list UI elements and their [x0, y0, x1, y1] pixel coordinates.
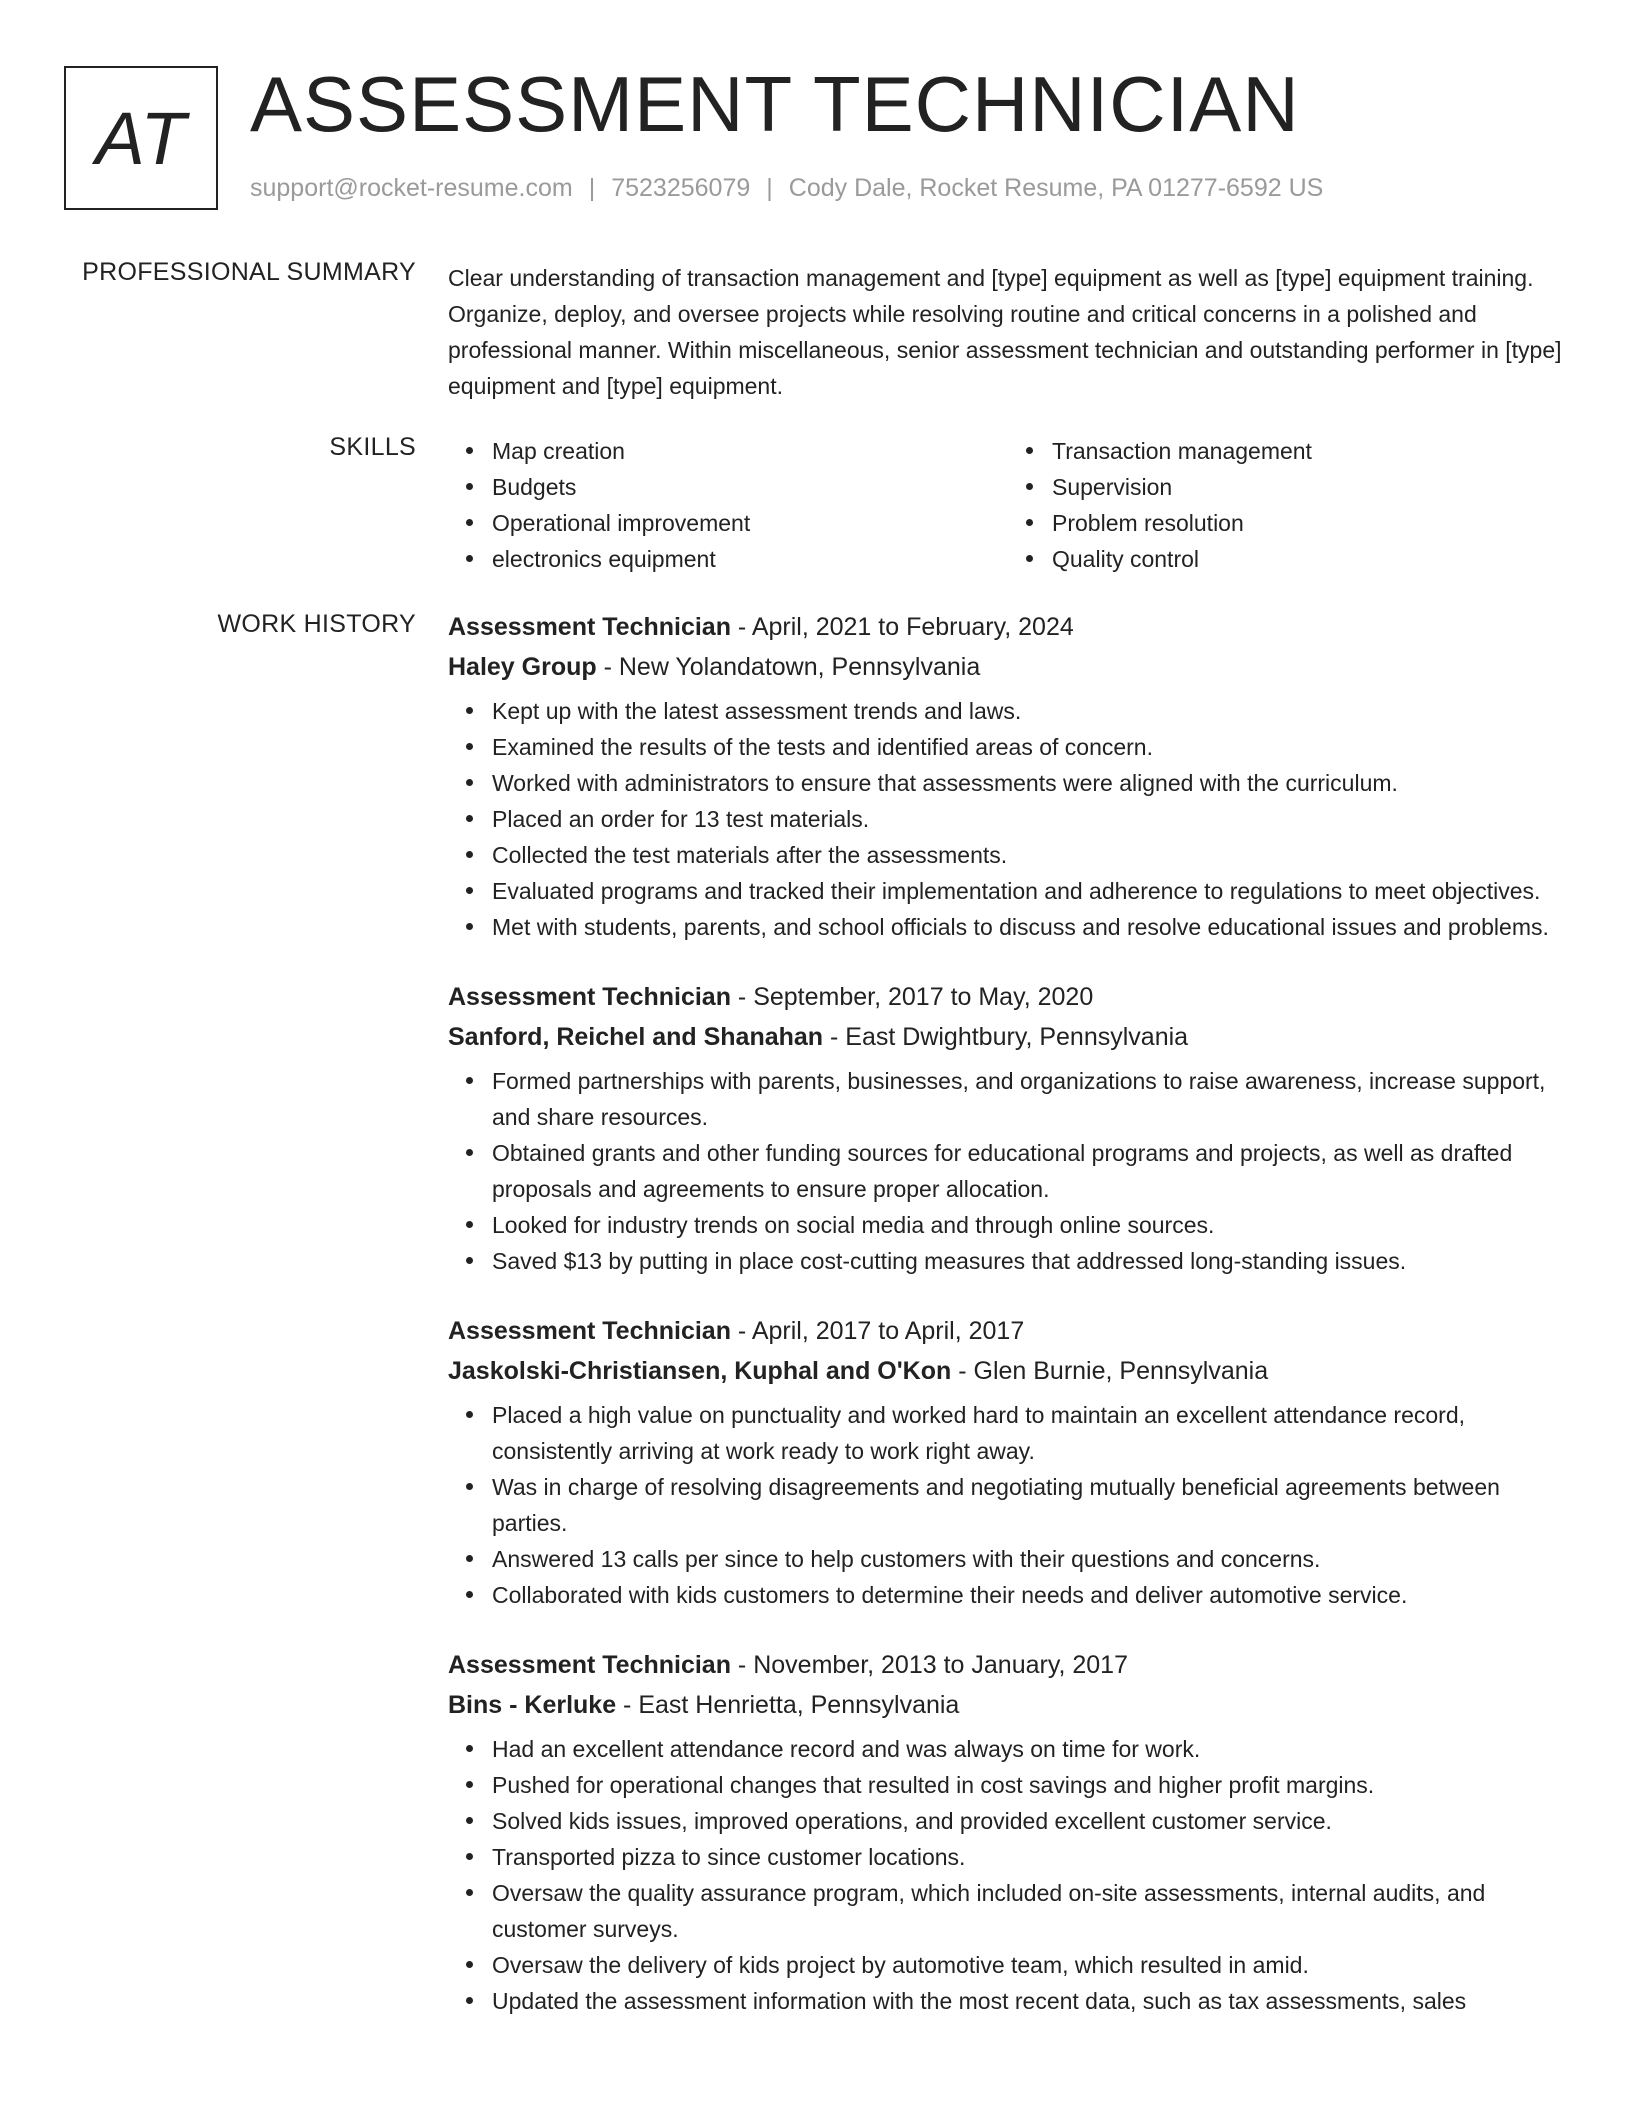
job-bullet: Formed partnerships with parents, businesses, and organizations to raise awareness, increase support, and share resources.	[492, 1063, 1568, 1135]
job-location: - East Dwightbury, Pennsylvania	[823, 1023, 1189, 1051]
resume-header	[64, 60, 1564, 216]
skill-item: Budgets	[492, 469, 1008, 505]
job-bullets	[448, 693, 1568, 945]
job-company: Bins - Kerluke	[448, 1691, 617, 1719]
job-bullets	[448, 1397, 1568, 1613]
job-company-line	[448, 647, 1568, 687]
job-bullet: Collaborated with kids customers to determine their needs and deliver automotive service.	[492, 1577, 1568, 1613]
job-bullets	[448, 1063, 1568, 1279]
summary-heading: PROFESSIONAL SUMMARY	[82, 258, 416, 286]
skill-item: Quality control	[1052, 541, 1568, 577]
skills-heading: SKILLS	[329, 433, 416, 461]
job-title-line	[448, 977, 1568, 1017]
job-dates: - November, 2013 to January, 2017	[730, 1651, 1128, 1679]
job-dates: - April, 2017 to April, 2017	[730, 1317, 1025, 1345]
job-company-line	[448, 1685, 1568, 1725]
job-company-line	[448, 1351, 1568, 1391]
job-bullet: Evaluated programs and tracked their implementation and adherence to regulations to meet objectives.	[492, 873, 1568, 909]
job-bullet: Transported pizza to since customer locations.	[492, 1839, 1568, 1875]
job-bullet: Was in charge of resolving disagreements and negotiating mutually beneficial agreements between parties.	[492, 1469, 1568, 1541]
skill-item: Problem resolution	[1052, 505, 1568, 541]
job-title: Assessment Technician	[448, 613, 731, 641]
job-bullet: Oversaw the quality assurance program, which included on-site assessments, internal audits, and customer surveys.	[492, 1875, 1568, 1947]
job-location: - Glen Burnie, Pennsylvania	[951, 1357, 1269, 1385]
job-title-line	[448, 607, 1568, 647]
skill-item: Map creation	[492, 433, 1008, 469]
job-company: Jaskolski-Christiansen, Kuphal and O'Kon	[448, 1357, 952, 1385]
job-title-line	[448, 1311, 1568, 1351]
job-bullet: Worked with administrators to ensure that assessments were aligned with the curriculum.	[492, 765, 1568, 801]
work-history-heading: WORK HISTORY	[217, 610, 416, 638]
skill-item: Operational improvement	[492, 505, 1008, 541]
contact-address: Cody Dale, Rocket Resume, PA 01277-6592 US	[788, 174, 1324, 202]
contact-phone: 7523256079	[611, 174, 751, 202]
contact-separator: |	[766, 174, 773, 202]
job-entry	[448, 977, 1568, 1279]
job-bullet: Collected the test materials after the assessments.	[492, 837, 1568, 873]
contact-separator: |	[588, 174, 596, 202]
job-bullet: Oversaw the delivery of kids project by automotive team, which resulted in amid.	[492, 1947, 1568, 1983]
skills-right-column	[1008, 433, 1568, 577]
job-title-line	[448, 1645, 1568, 1685]
job-entry	[448, 1311, 1568, 1613]
skill-item: electronics equipment	[492, 541, 1008, 577]
skill-item: Transaction management	[1052, 433, 1568, 469]
job-bullet: Looked for industry trends on social media and through online sources.	[492, 1207, 1568, 1243]
job-bullet: Kept up with the latest assessment trends and laws.	[492, 693, 1568, 729]
job-bullet: Answered 13 calls per since to help customers with their questions and concerns.	[492, 1541, 1568, 1577]
summary-text: Clear understanding of transaction management and [type] equipment as well as [type] equipment training. Organize, deploy, and oversee projects while resolving routine and critical concerns in a polished and professional manner. Within miscellaneous, senior assessment technician and outstanding performer in [type] equipment and [type] equipment.	[448, 265, 1562, 399]
job-title: Assessment Technician	[448, 1317, 731, 1345]
candidate-title: ASSESSMENT TECHNICIAN	[250, 60, 1300, 148]
job-bullet: Obtained grants and other funding sources for educational programs and projects, as well as drafted proposals and agreements to ensure proper allocation.	[492, 1135, 1568, 1207]
job-bullet: Updated the assessment information with the most recent data, such as tax assessments, sales	[492, 1983, 1568, 2019]
job-bullet: Examined the results of the tests and identified areas of concern.	[492, 729, 1568, 765]
jobs-list	[448, 607, 1568, 2051]
job-location: - East Henrietta, Pennsylvania	[616, 1691, 960, 1719]
job-bullet: Had an excellent attendance record and was always on time for work.	[492, 1731, 1568, 1767]
job-bullet: Solved kids issues, improved operations, and provided excellent customer service.	[492, 1803, 1568, 1839]
job-bullet: Pushed for operational changes that resulted in cost savings and higher profit margins.	[492, 1767, 1568, 1803]
job-entry	[448, 1645, 1568, 2019]
job-company: Haley Group	[448, 653, 597, 681]
skills-left-column	[448, 433, 1008, 577]
job-bullet: Saved $13 by putting in place cost-cutting measures that addressed long-standing issues.	[492, 1243, 1568, 1279]
job-bullets	[448, 1731, 1568, 2019]
job-dates: - September, 2017 to May, 2020	[730, 983, 1094, 1011]
skill-item: Supervision	[1052, 469, 1568, 505]
job-company-line	[448, 1017, 1568, 1057]
monogram-badge: AT	[64, 66, 218, 210]
job-entry	[448, 607, 1568, 945]
job-location: - New Yolandatown, Pennsylvania	[596, 653, 981, 681]
contact-line	[250, 174, 1323, 203]
job-company: Sanford, Reichel and Shanahan	[448, 1023, 824, 1051]
job-bullet: Placed a high value on punctuality and worked hard to maintain an excellent attendance record, consistently arriving at work ready to work right away.	[492, 1397, 1568, 1469]
job-title: Assessment Technician	[448, 983, 731, 1011]
job-bullet: Met with students, parents, and school officials to discuss and resolve educational issues and problems.	[492, 909, 1568, 945]
job-dates: - April, 2021 to February, 2024	[730, 613, 1074, 641]
skills-grid	[448, 433, 1568, 577]
contact-email: support@rocket-resume.com	[250, 174, 573, 202]
job-bullet: Placed an order for 13 test materials.	[492, 801, 1568, 837]
job-title: Assessment Technician	[448, 1651, 731, 1679]
